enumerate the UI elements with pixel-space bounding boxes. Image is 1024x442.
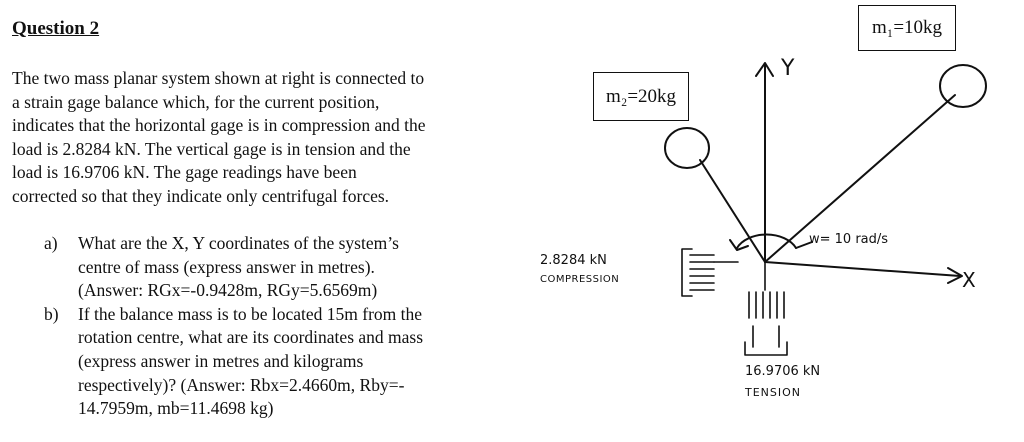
vertical-gage-value: 16.9706 kN — [745, 364, 821, 379]
part-line: What are the X, Y coordinates of the system’s — [78, 233, 399, 253]
vertical-gage — [745, 262, 787, 355]
part-line: (Answer: RGx=-0.9428m, RGy=5.6569m) — [78, 280, 378, 301]
part-b-label: b) — [44, 303, 59, 324]
mass1-label: m₁=10kg — [858, 5, 956, 51]
part-line: centre of mass (express answer in metres). — [78, 256, 375, 277]
intro-line: corrected so that they indicate only centrifugal forces. — [12, 185, 390, 206]
part-line: respectively)? (Answer: Rbx=2.4660m, Rby=- — [78, 374, 405, 395]
part-line: If the balance mass is to be located 15m from the — [78, 303, 423, 324]
part-a-label: a) — [44, 233, 58, 253]
intro-line: load is 16.9706 kN. The gage readings have been — [12, 162, 357, 183]
horizontal-gage-state: COMPRESSION — [540, 274, 620, 285]
intro-line: load is 2.8284 kN. The vertical gage is in tension and the — [12, 138, 411, 159]
mass2-label: m₂=20kg — [593, 72, 689, 121]
horizontal-gage-value: 2.8284 kN — [540, 253, 607, 268]
mass2-circle — [665, 128, 709, 168]
horizontal-gage — [682, 249, 738, 296]
intro-line: indicates that the horizontal gage is in compression and the — [12, 115, 426, 136]
intro-line: a strain gage balance which, for the current position, — [12, 91, 380, 112]
vertical-gage-state: TENSION — [745, 386, 802, 399]
mass1-circle — [940, 65, 986, 107]
intro-line: The two mass planar system shown at right is connected to — [12, 68, 425, 88]
y-axis-label: Y — [781, 56, 795, 81]
part-line: 14.7959m, mb=11.4698 kg) — [78, 398, 274, 419]
x-axis — [765, 262, 960, 276]
omega-label: w= 10 rad/s — [809, 232, 889, 247]
x-axis-label: X — [962, 268, 976, 292]
part-line: rotation centre, what are its coordinates and mass — [78, 327, 424, 348]
question-title: Question 2 — [12, 18, 100, 39]
arm-mass2 — [700, 160, 765, 262]
part-line: (express answer in metres and kilograms — [78, 350, 364, 371]
